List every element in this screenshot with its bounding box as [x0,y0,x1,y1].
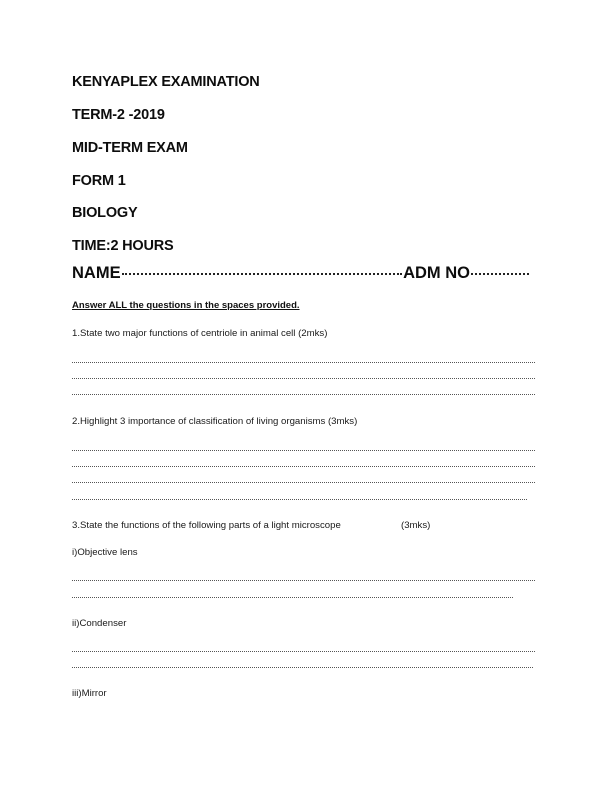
candidate-details-line [72,264,530,283]
q3-part-ii-answer-line-1[interactable] [72,651,535,652]
name-label: NAME [72,264,121,282]
q2-answer-line-3[interactable] [72,482,535,483]
institution-title: KENYAPLEX EXAMINATION [72,74,260,90]
q3-part-iii-label: iii)Mirror [72,688,107,699]
q1-answer-line-3[interactable] [72,394,535,395]
q3-part-i-answer-line-2[interactable] [72,597,513,598]
adm-no-label: ADM NO [403,264,470,282]
adm-no-field[interactable] [471,273,529,275]
q1-answer-line-1[interactable] [72,362,535,363]
form-label: FORM 1 [72,173,126,189]
q2-answer-line-1[interactable] [72,450,535,451]
question-3-marks: (3mks) [401,520,431,531]
q2-answer-line-2[interactable] [72,466,535,467]
time-label: TIME:2 HOURS [72,238,174,254]
question-2-text: 2.Highlight 3 importance of classification of living organisms (3mks) [72,416,358,427]
subject-label: BIOLOGY [72,205,138,221]
term-label: TERM-2 -2019 [72,107,165,123]
q3-part-ii-label: ii)Condenser [72,618,127,629]
question-3-text: 3.State the functions of the following parts of a light microscope [72,520,341,531]
q3-part-ii-answer-line-2[interactable] [72,667,533,668]
question-1-text: 1.State two major functions of centriole in animal cell (2mks) [72,328,328,339]
exam-type-label: MID-TERM EXAM [72,140,188,156]
instructions: Answer ALL the questions in the spaces provided. [72,300,300,311]
q3-part-i-label: i)Objective lens [72,547,138,558]
name-field[interactable] [122,273,402,275]
q3-part-i-answer-line-1[interactable] [72,580,535,581]
q2-answer-line-4[interactable] [72,499,527,500]
q1-answer-line-2[interactable] [72,378,535,379]
